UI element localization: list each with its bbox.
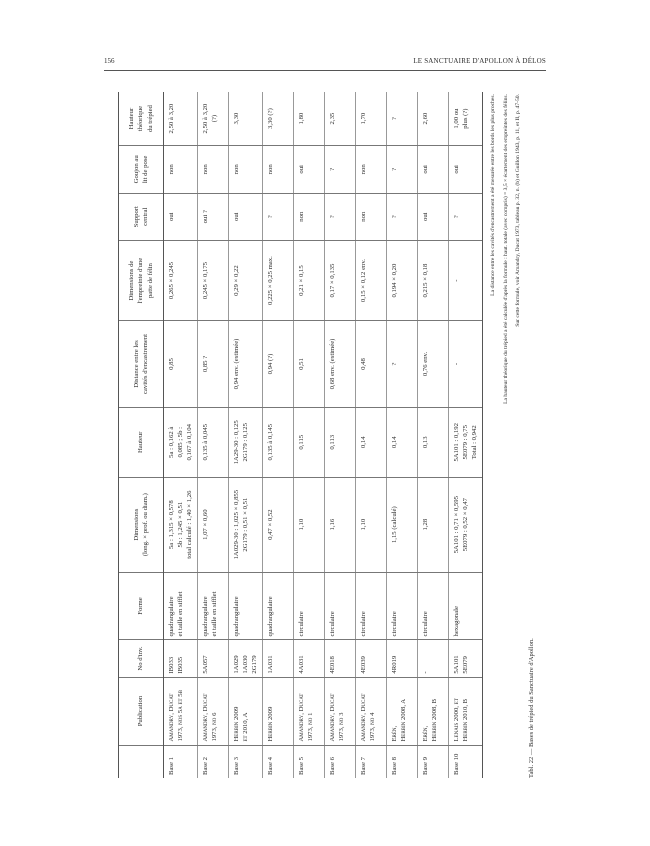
table-cell: 0,94 (?)	[263, 321, 294, 408]
table-cell: quadrangulaire	[263, 572, 294, 640]
table-cell: ?	[449, 193, 483, 240]
table-cell: ?	[325, 146, 356, 193]
table-cell: Herbin 2009	[263, 677, 294, 745]
table-cell: non	[164, 146, 198, 193]
table-cell: 0,225 × 0,25 max.	[263, 240, 294, 320]
table-row	[356, 92, 387, 778]
column-header: Dimensions de l'empreinte d'une patte de félin	[119, 240, 164, 320]
table-cell: oui	[294, 146, 325, 193]
table-cell: 5A057	[198, 640, 229, 677]
table-cell: non	[356, 193, 387, 240]
table-cell: 4A031	[294, 640, 325, 677]
table-cell: hexagonale	[449, 572, 483, 640]
footnote: La hauteur théorique du trépied a été calculée d'après la formule : haut. totale (avec compris) = 3,5 × écartement des empreintes des félins.	[502, 94, 509, 404]
table-cell: 5A101 : 0,71 × 0,595 5E079 : 0,52 × 0,47	[449, 477, 483, 572]
table-cell: 0,113	[325, 407, 356, 477]
table-cell: 1A029 1A030 2G179	[229, 640, 263, 677]
table-cell: -	[418, 640, 449, 677]
table-cell: 5A101 : 0,192 5E079 : 0,75 Total : 0,942	[449, 407, 483, 477]
table-cell: 1,70	[356, 92, 387, 146]
table-cell: Base 7	[356, 745, 387, 778]
table-cell: 1A029-30 : 1,025 × 0,855 2G179 : 0,51 × 0,51	[229, 477, 263, 572]
table-cell: non	[294, 193, 325, 240]
table-cell: 1,10	[356, 477, 387, 572]
table-cell: 1,15 (calculé)	[387, 477, 418, 572]
table-cell: 0,85 ?	[198, 321, 229, 408]
table-cell: non	[229, 146, 263, 193]
table-cell: 1A29-30 : 0,125 2G179 : 0,125	[229, 407, 263, 477]
table-cell: ?	[387, 321, 418, 408]
table-cell: -	[449, 321, 483, 408]
table-cell: ?	[263, 193, 294, 240]
table-header-row	[119, 92, 164, 778]
table-cell: oui	[229, 193, 263, 240]
table-cell: 0,115	[294, 407, 325, 477]
table-cell: 5a : 1,315 × 0,578 5b : 1,245 × 0,51 total calculé : 1,40 × 1,26	[164, 477, 198, 572]
table-cell: Erén, Herbin 2008, A	[387, 677, 418, 745]
table-cell: Base 8	[387, 745, 418, 778]
table-cell: 2,50 à 3,20	[164, 92, 198, 146]
column-header: Hauteur	[119, 407, 164, 477]
table-cell: circulaire	[418, 572, 449, 640]
table-cell: circulaire	[325, 572, 356, 640]
table-cell: 1,80	[294, 92, 325, 146]
table-row	[294, 92, 325, 778]
table-cell: Herbin 2009 et 2010, A	[229, 677, 263, 745]
table-cell: 5A101 5E079	[449, 640, 483, 677]
table-cell: 0,29 × 0,22	[229, 240, 263, 320]
table-cell: 2,50 à 3,20 (?)	[198, 92, 229, 146]
column-header: Publication	[119, 677, 164, 745]
table-cell: 0,48	[356, 321, 387, 408]
table-cell: IB033 IB035	[164, 640, 198, 677]
table-cell: 0,68 env. (estimée)	[325, 321, 356, 408]
table-cell: 1,28	[418, 477, 449, 572]
table-cell: Erén, Herbin 2008, B	[418, 677, 449, 745]
table-row	[198, 92, 229, 778]
table-cell: non	[356, 146, 387, 193]
footnote: La distance entre les cavités d'encastrement a été mesurée entre les bords les plus proches.	[490, 94, 497, 296]
table-cell: 0,265 × 0,245	[164, 240, 198, 320]
footnote: Sur cette formule, voir Amandry, Ducat 1973, tableau p. 32, n. (b) et Guillon 1943, p. 11, et II, p. 47-50.	[514, 94, 521, 327]
table-cell: 2,35	[325, 92, 356, 146]
table-row	[418, 92, 449, 778]
table-cell: oui	[418, 193, 449, 240]
table-cell: non	[263, 146, 294, 193]
table-cell: Lenais 2000, et Herbin 2010, B	[449, 677, 483, 745]
table-row	[263, 92, 294, 778]
table-cell: 1,07 × 0,60	[198, 477, 229, 572]
table-cell: Base 10	[449, 745, 483, 778]
column-header: Goujon au lit de pose	[119, 146, 164, 193]
table-cell: -	[449, 240, 483, 320]
column-header: Distance entre les cavités d'encastrement	[119, 321, 164, 408]
table-cell: circulaire	[294, 572, 325, 640]
table-cell: Base 2	[198, 745, 229, 778]
table-cell: circulaire	[356, 572, 387, 640]
rotated-table-block	[118, 92, 548, 778]
table-cell: 0,135 à 0,045	[198, 407, 229, 477]
table-cell: 0,17 × 0,135	[325, 240, 356, 320]
table-cell: ?	[325, 193, 356, 240]
table-cell: 1,00 ou plus (?)	[449, 92, 483, 146]
table-cell: oui	[418, 146, 449, 193]
table-row	[325, 92, 356, 778]
page-number: 156	[104, 57, 115, 65]
table-cell: Base 9	[418, 745, 449, 778]
table-cell: 0,194 × 0,20	[387, 240, 418, 320]
column-header: Hauteur théorique du trépied	[119, 92, 164, 146]
table-cell: 4R019	[387, 640, 418, 677]
table-cell: 0,215 × 0,18	[418, 240, 449, 320]
table-cell: 1A031	[263, 640, 294, 677]
table-caption: Tabl. 22 — Bases de trépied du Sanctuaire d'Apollon.	[527, 638, 535, 778]
table-cell: 2,60	[418, 92, 449, 146]
table-cell: circulaire	[387, 572, 418, 640]
table-cell: ?	[387, 193, 418, 240]
table-cell: 0,21 × 0,15	[294, 240, 325, 320]
table-cell: 0,14	[356, 407, 387, 477]
column-header: Dimensions (long. × prof. ou diam.)	[119, 477, 164, 572]
column-header: No d'inv.	[119, 640, 164, 677]
table-row	[164, 92, 198, 778]
table-cell: Amandry, Ducat 1973, nos 5a et 5b	[164, 677, 198, 745]
table-cell: 0,14	[387, 407, 418, 477]
table-cell: non	[198, 146, 229, 193]
table-cell: Base 3	[229, 745, 263, 778]
table-cell: 0,85	[164, 321, 198, 408]
running-title: LE SANCTUAIRE D'APOLLON À DÉLOS	[413, 57, 546, 65]
table-cell: 0,245 × 0,175	[198, 240, 229, 320]
table-cell: Amandry, Ducat 1973, no 3	[325, 677, 356, 745]
table-cell: oui	[164, 193, 198, 240]
column-header: Forme	[119, 572, 164, 640]
table-cell: 0,94 env. (estimée)	[229, 321, 263, 408]
table-cell: ?	[387, 92, 418, 146]
table-cell: ?	[387, 146, 418, 193]
table-cell: quadrangulaire	[229, 572, 263, 640]
table-cell: 0,135 à 0,145	[263, 407, 294, 477]
table-cell: 4E039	[356, 640, 387, 677]
table-row	[449, 92, 483, 778]
table-cell: 0,13	[418, 407, 449, 477]
table-row	[387, 92, 418, 778]
table-cell: 3,30	[229, 92, 263, 146]
tripod-bases-table	[118, 92, 483, 778]
table-cell: 0,15 × 0,12 env.	[356, 240, 387, 320]
table-cell: quadrangulaire et taille en sifflet	[164, 572, 198, 640]
table-cell: 1,16	[325, 477, 356, 572]
table-cell: 0,47 × 0,52	[263, 477, 294, 572]
table-row	[229, 92, 263, 778]
table-cell: 0,51	[294, 321, 325, 408]
table-cell: Base 5	[294, 745, 325, 778]
table-cell: 3,30 (?)	[263, 92, 294, 146]
column-header	[119, 745, 164, 778]
table-cell: 1,10	[294, 477, 325, 572]
column-header: Support central	[119, 193, 164, 240]
table-cell: Amandry, Ducat 1973, no 1	[294, 677, 325, 745]
table-cell: 4E018	[325, 640, 356, 677]
table-cell: Base 4	[263, 745, 294, 778]
table-cell: 0,76 env.	[418, 321, 449, 408]
header-rule	[104, 70, 546, 71]
table-cell: Amandry, Ducat 1973, no 4	[356, 677, 387, 745]
table-cell: 5a : 0,162 à 0,085 ; 5b : 0,167 à 0,104	[164, 407, 198, 477]
table-cell: oui	[449, 146, 483, 193]
table-cell: Amandry, Ducat 1973, no 6	[198, 677, 229, 745]
table-cell: Base 1	[164, 745, 198, 778]
table-cell: quadrangulaire et taille en sifflet	[198, 572, 229, 640]
table-cell: Base 6	[325, 745, 356, 778]
table-cell: oui ?	[198, 193, 229, 240]
